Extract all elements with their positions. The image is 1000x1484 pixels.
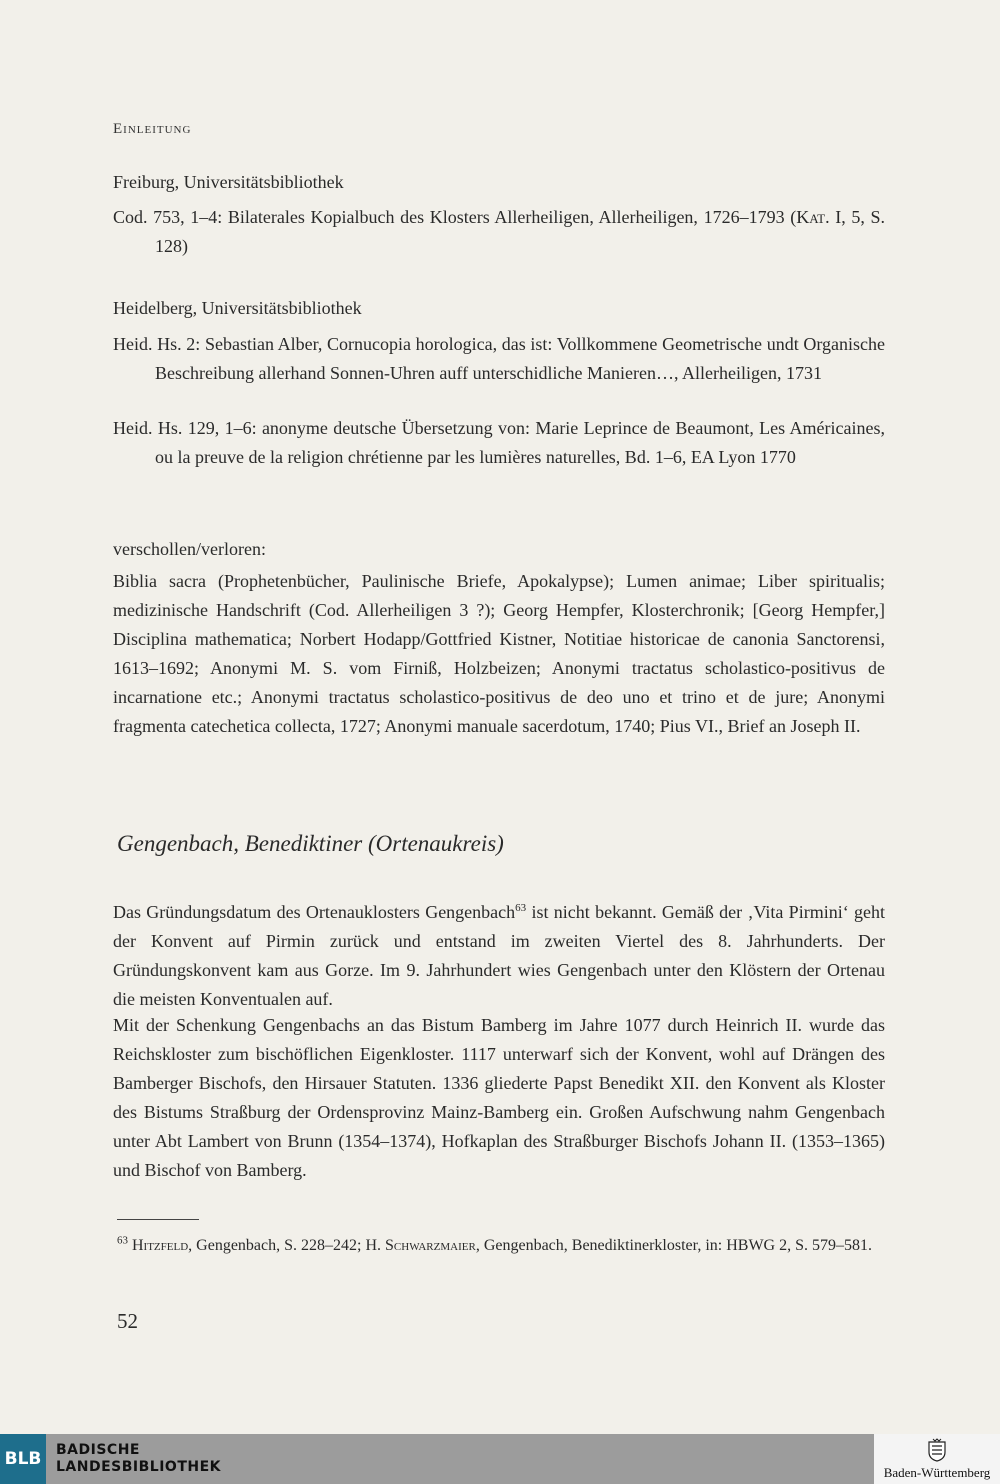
- footnote-number: 63: [117, 1234, 128, 1247]
- blb-logo[interactable]: BLB: [0, 1434, 46, 1484]
- freiburg-entry-1-main: Cod. 753, 1–4: Bilaterales Kopialbuch des Klosters Allerheiligen, Allerheiligen, 1726–1793: [113, 207, 785, 227]
- heidelberg-entry-2: Heid. Hs. 129, 1–6: anonyme deutsche Übersetzung von: Marie Leprince de Beaumont, Les Américaines, ou la preuve de la religion chrétienne par les lumières naturelles, Bd. 1–6, EA Lyon 1770: [113, 418, 885, 467]
- footnote-divider: [117, 1219, 199, 1220]
- lost-list: Biblia sacra (Prophetenbücher, Paulinische Briefe, Apokalypse); Lumen animae; Liber spiritualis; medizinische Handschrift (Cod. Allerheiligen 3 ?); Georg Hempfer, Klosterchronik; [Georg Hempfer,] Disciplina mathematica; Norbert Hodapp/Gottfried Kistner, Notitiae historicae de canonia Sanctorensi, 1613–1692; Anonymi M. S. vom Firniß, Holzbeizen; Anonymi tractatus scholastico-positivus de incarnatione etc.; Anonymi tractatus scholastico-positivus de deo uno et trino et de jure; Anonymi fragmenta catechetica collecta, 1727; Anonymi manuale sacerdotum, 1740; Pius VI., Brief an Joseph II.: [113, 571, 885, 736]
- section-title: Gengenbach, Benediktiner (Ortenaukreis): [117, 831, 504, 856]
- freiburg-heading: Freiburg, Universitätsbibliothek: [113, 172, 344, 192]
- library-footer: [0, 1434, 1000, 1484]
- freiburg-entry-1: [113, 203, 885, 261]
- library-name: BADISCHE LANDESBIBLIOTHEK: [56, 1442, 222, 1475]
- section-paragraph-1: Das Gründungsdatum des Ortenauklosters Gengenbach$^{63}$ ist nicht bekannt. Gemäß der ‚Vita Pirmini‘ geht der Konvent auf Pirmin zurück und entstand im zweiten Viertel des 8. Jahrhunderts. Der Gründungskonvent kam aus Gorze. Im 9. Jahrhundert wies Gengenbach unter den Klöstern der Ortenau die meisten Konventualen auf.: [113, 902, 885, 1009]
- coat-of-arms-icon: [927, 1438, 947, 1462]
- running-head: Einleitung: [113, 121, 192, 137]
- footnote: $^{63}$ Hitzfeld, Gengenbach, S. 228–242; H. Schwarzmaier, Gengenbach, Benediktinerkloster, in: HBWG 2, S. 579–581.: [117, 1234, 872, 1254]
- lost-heading: verschollen/verloren:: [113, 539, 266, 559]
- footnote-ref[interactable]: 63: [515, 902, 527, 914]
- baden-wuerttemberg-logo[interactable]: Baden-Württemberg: [874, 1434, 1000, 1484]
- page-number: 52: [117, 1309, 138, 1333]
- heidelberg-entry-1: Heid. Hs. 2: Sebastian Alber, Cornucopia horologica, das ist: Vollkommene Geometrische undt Organische Beschreibung allerhand Sonnen-Uhren auff unterschidliche Manieren…, Allerheiligen, 1731: [113, 334, 885, 383]
- section-paragraph-2: Mit der Schenkung Gengenbachs an das Bistum Bamberg im Jahre 1077 durch Heinrich II. wurde das Reichskloster zum bischöflichen Eigenkloster. 1117 unterwarf sich der Konvent, wohl auf Drängen des Bamberger Bischofs, den Hirsauer Statuten. 1336 gliederte Papst Benedikt XII. den Konvent als Kloster des Bistums Straßburg der Ordensprovinz Mainz-Bamberg ein. Großen Aufschwung nahm Gengenbach unter Abt Lambert von Brunn (1354–1374), Hofkaplan des Straßburger Bischofs Johann II. (1353–1365) und Bischof von Bamberg.: [113, 1015, 885, 1180]
- freiburg-entry-1-ref: (Kat. I, 5, S. 128): [155, 207, 886, 256]
- heidelberg-heading: Heidelberg, Universitätsbibliothek: [113, 298, 362, 318]
